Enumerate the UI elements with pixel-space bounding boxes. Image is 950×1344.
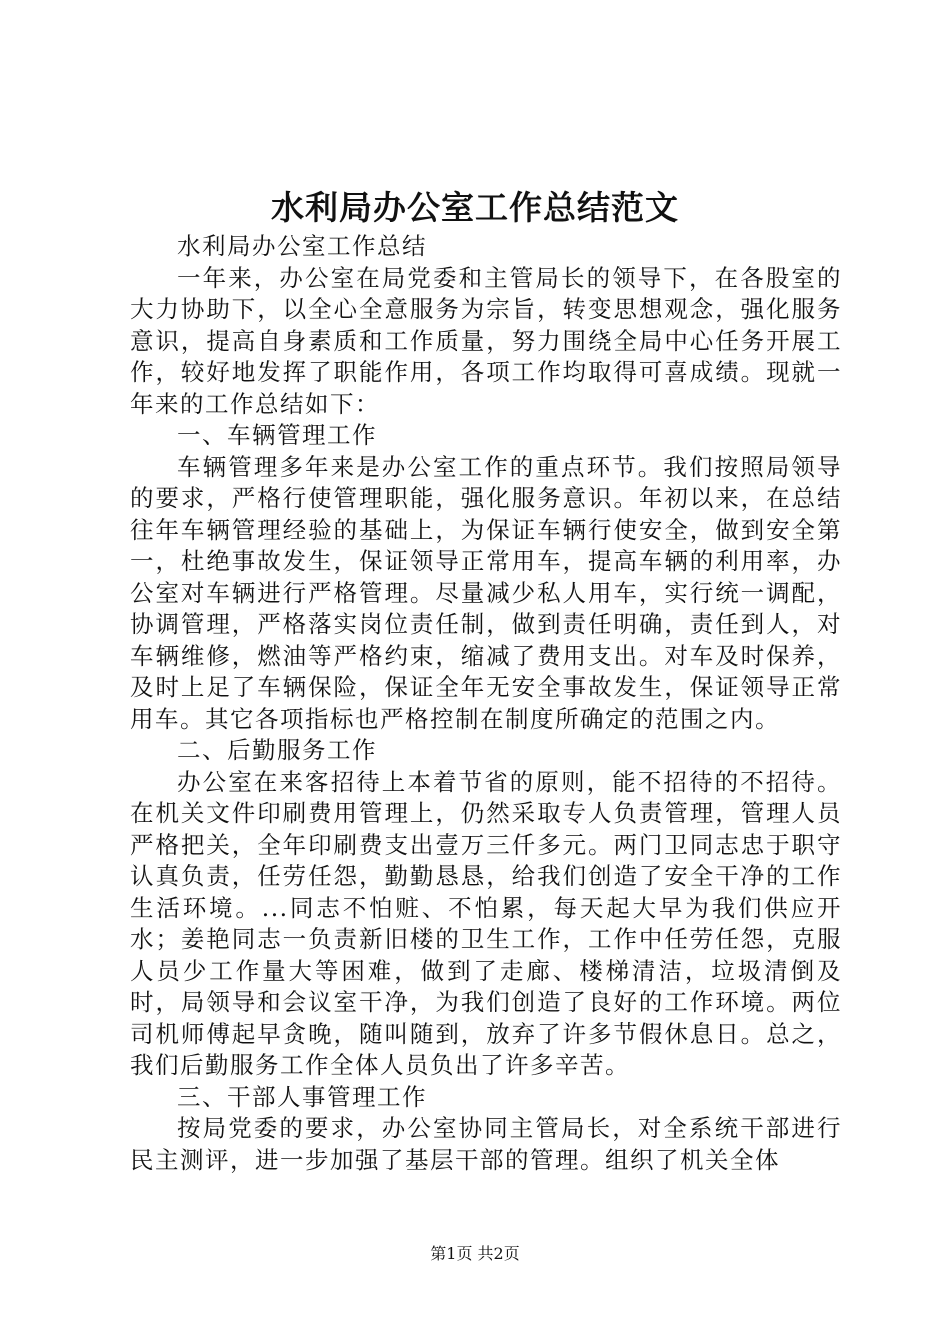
document-body	[130, 231, 842, 1176]
section-heading-logistics: 二、后勤服务工作	[177, 736, 377, 764]
page-footer: 第1页 共2页	[430, 1244, 520, 1263]
section-heading-vehicle: 一、车辆管理工作	[177, 421, 377, 449]
paragraph-subtitle: 水利局办公室工作总结	[177, 232, 427, 260]
paragraph-intro: 一年来，办公室在局党委和主管局长的领导下，在各股室的大力协助下，以全心全意服务为宗旨，转变思想观念，强化服务意识，提高自身素质和工作质量，努力围绕全局中心任务开展工作，较好地发挥了职能作用，各项工作均取得可喜成绩。现就一年来的工作总结如下：	[130, 263, 842, 418]
document-title: 水利局办公室工作总结范文	[271, 188, 679, 227]
section-heading-personnel: 三、干部人事管理工作	[177, 1082, 427, 1111]
paragraph-personnel: 按局党委的要求，办公室协同主管局长，对全系统干部进行民主测评，进一步加强了基层干部的管理。组织了机关全体	[130, 1114, 842, 1174]
paragraph-vehicle: 车辆管理多年来是办公室工作的重点环节。我们按照局领导的要求，严格行使管理职能，强化服务意识。年初以来，在总结往年车辆管理经验的基础上，为保证车辆行使安全，做到安全第一，杜绝事故发生，保证领导正常用车，提高车辆的利用率，办公室对车辆进行严格管理。尽量减少私人用车，实行统一调配，协调管理，严格落实岗位责任制，做到责任明确，责任到人，对车辆维修，燃油等严格约束，缩减了费用支出。对车及时保养，及时上足了车辆保险，保证全年无安全事故发生，保证领导正常用车。其它各项指标也严格控制在制度所确定的范围之内。	[130, 452, 842, 733]
paragraph-logistics: 办公室在来客招待上本着节省的原则，能不招待的不招待。在机关文件印刷费用管理上，仍然采取专人负责管理，管理人员严格把关，全年印刷费支出壹万三仟多元。两门卫同志忠于职守认真负责，任劳任怨，勤勤恳恳，给我们创造了安全干净的工作生活环境。...同志不怕赃、不怕累，每天起大早为我们供应开水；姜艳同志一负责新旧楼的卫生工作，工作中任劳任怨，克服人员少工作量大等困难，做到了走廊、楼梯清洁，垃圾清倒及时，局领导和会议室干净，为我们创造了良好的工作环境。两位司机师傅起早贪晚，随叫随到，放弃了许多节假休息日。总之，我们后勤服务工作全体人员负出了许多辛苦。	[130, 767, 842, 1079]
